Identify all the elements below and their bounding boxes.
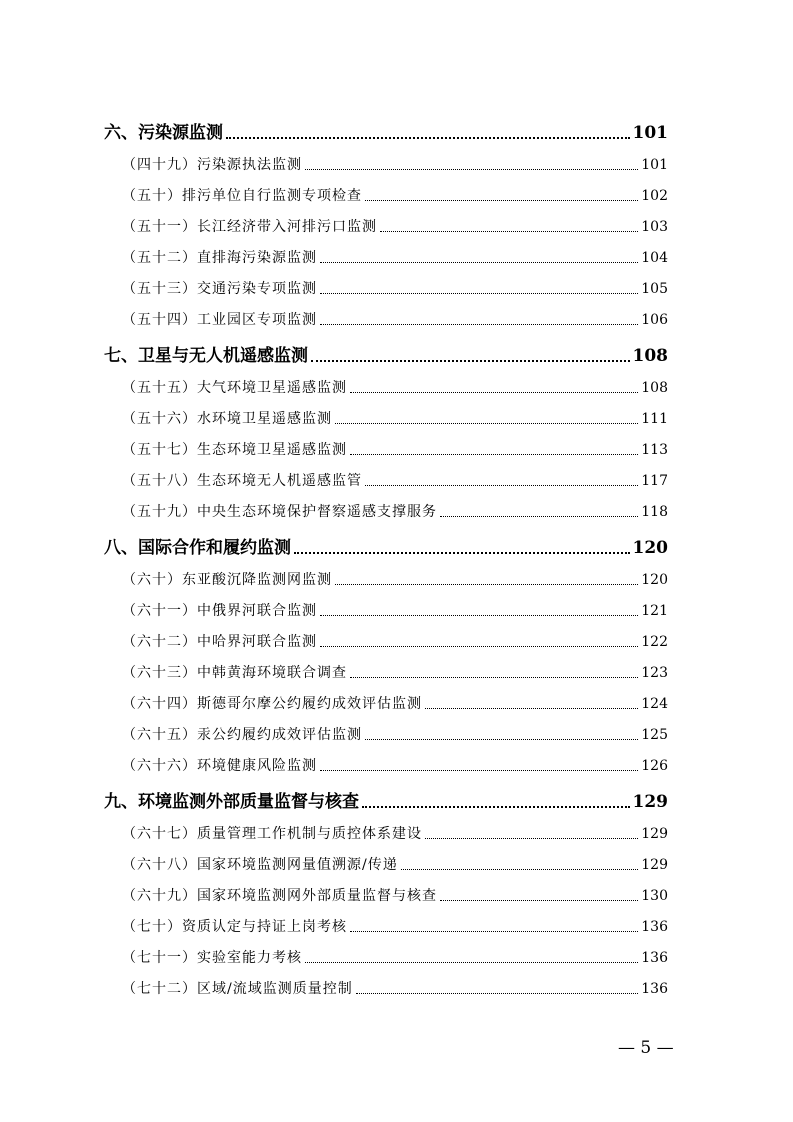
dot-leader [305, 957, 638, 963]
dot-leader [401, 864, 639, 870]
toc-entry-page: 136 [641, 981, 668, 997]
toc-sub-entry[interactable] [104, 268, 668, 299]
toc-entry-page: 108 [641, 380, 668, 396]
toc-entry-page: 108 [632, 346, 668, 366]
toc-sub-entry[interactable] [104, 144, 668, 175]
toc-sub-entry[interactable] [104, 175, 668, 206]
toc-entry-title: 六、污染源监测 [104, 123, 223, 143]
toc-entry-title: 八、国际合作和履约监测 [104, 538, 291, 558]
toc-sub-entry[interactable] [104, 875, 668, 906]
toc-entry-page: 105 [641, 281, 668, 297]
dot-leader [356, 988, 639, 994]
toc-entry-page: 111 [641, 411, 668, 427]
toc-entry-page: 120 [632, 538, 668, 558]
dot-leader [365, 480, 638, 486]
toc-entry-title: （六十七）质量管理工作机制与质控体系建设 [122, 826, 422, 842]
dot-leader [350, 449, 638, 455]
toc-entry-title: （五十一）长江经济带入河排污口监测 [122, 219, 377, 235]
toc-entry-page: 118 [641, 504, 668, 520]
dot-leader [320, 765, 638, 771]
toc-entry-page: 101 [632, 123, 668, 143]
toc-entry-title: （六十八）国家环境监测网量值溯源/传递 [122, 857, 398, 873]
toc-entry-page: 125 [641, 727, 668, 743]
dot-leader [320, 319, 638, 325]
toc-section-entry[interactable] [104, 522, 668, 559]
toc-entry-title: （五十二）直排海污染源监测 [122, 250, 317, 266]
dot-leader [335, 579, 638, 585]
toc-sub-entry[interactable] [104, 714, 668, 745]
toc-entry-title: （七十二）区域/流域监测质量控制 [122, 981, 353, 997]
toc-sub-entry[interactable] [104, 206, 668, 237]
toc-entry-title: （六十）东亚酸沉降监测网监测 [122, 572, 332, 588]
toc-section-entry[interactable] [104, 107, 668, 144]
toc-section-entry[interactable] [104, 776, 668, 813]
toc-sub-entry[interactable] [104, 398, 668, 429]
dot-leader [320, 610, 638, 616]
dot-leader [305, 164, 638, 170]
toc-entry-page: 129 [641, 826, 668, 842]
toc-entry-page: 136 [641, 950, 668, 966]
dot-leader [350, 926, 638, 932]
toc-sub-entry[interactable] [104, 559, 668, 590]
toc-sub-entry[interactable] [104, 906, 668, 937]
dot-leader [350, 387, 638, 393]
toc-entry-page: 126 [641, 758, 668, 774]
dot-leader [365, 195, 638, 201]
toc-entry-page: 113 [641, 442, 668, 458]
toc-section-entry[interactable] [104, 330, 668, 367]
toc-entry-title: （四十九）污染源执法监测 [122, 157, 302, 173]
dot-leader [226, 132, 630, 139]
toc-entry-title: （五十）排污单位自行监测专项检查 [122, 188, 362, 204]
toc-entry-title: （六十六）环境健康风险监测 [122, 758, 317, 774]
toc-entry-title: （六十九）国家环境监测网外部质量监督与核查 [122, 888, 437, 904]
toc-entry-page: 121 [641, 603, 668, 619]
dot-leader [294, 547, 630, 554]
dot-leader [440, 895, 638, 901]
toc-sub-entry[interactable] [104, 299, 668, 330]
toc-sub-entry[interactable] [104, 590, 668, 621]
toc-entry-page: 117 [641, 473, 668, 489]
dot-leader [335, 418, 638, 424]
toc-entry-title: （六十三）中韩黄海环境联合调查 [122, 665, 347, 681]
toc-entry-title: （五十八）生态环境无人机遥感监管 [122, 473, 362, 489]
toc-entry-page: 129 [641, 857, 668, 873]
dot-leader [320, 257, 638, 263]
toc-entry-title: 九、环境监测外部质量监督与核查 [104, 792, 359, 812]
toc-entry-title: （五十七）生态环境卫星遥感监测 [122, 442, 347, 458]
dot-leader [425, 703, 638, 709]
toc-entry-page: 123 [641, 665, 668, 681]
toc-sub-entry[interactable] [104, 237, 668, 268]
toc-entry-title: （六十一）中俄界河联合监测 [122, 603, 317, 619]
dot-leader [425, 833, 638, 839]
toc-entry-page: 104 [641, 250, 668, 266]
toc-entry-page: 130 [641, 888, 668, 904]
page-number: — 5 — [618, 1038, 674, 1058]
toc-sub-entry[interactable] [104, 968, 668, 999]
toc-entry-page: 129 [632, 792, 668, 812]
toc-entry-title: （六十五）汞公约履约成效评估监测 [122, 727, 362, 743]
toc-entry-title: （五十四）工业园区专项监测 [122, 312, 317, 328]
dot-leader [320, 288, 638, 294]
toc-entry-title: （六十二）中哈界河联合监测 [122, 634, 317, 650]
toc-sub-entry[interactable] [104, 367, 668, 398]
toc-entry-title: （七十一）实验室能力考核 [122, 950, 302, 966]
toc-sub-entry[interactable] [104, 460, 668, 491]
toc-sub-entry[interactable] [104, 491, 668, 522]
toc-sub-entry[interactable] [104, 621, 668, 652]
toc-entry-title: （六十四）斯德哥尔摩公约履约成效评估监测 [122, 696, 422, 712]
dot-leader [380, 226, 638, 232]
toc-entry-title: （五十六）水环境卫星遥感监测 [122, 411, 332, 427]
toc-sub-entry[interactable] [104, 683, 668, 714]
dot-leader [320, 641, 638, 647]
toc-entry-title: （七十）资质认定与持证上岗考核 [122, 919, 347, 935]
dot-leader [362, 801, 630, 808]
toc-entry-page: 124 [641, 696, 668, 712]
toc-entry-page: 136 [641, 919, 668, 935]
toc-entry-page: 120 [641, 572, 668, 588]
toc-entry-page: 103 [641, 219, 668, 235]
toc-entry-page: 101 [641, 157, 668, 173]
toc-entry-page: 102 [641, 188, 668, 204]
toc-sub-entry[interactable] [104, 937, 668, 968]
toc-entry-title: （五十五）大气环境卫星遥感监测 [122, 380, 347, 396]
toc-sub-entry[interactable] [104, 429, 668, 460]
dot-leader [350, 672, 638, 678]
dot-leader [365, 734, 638, 740]
toc-sub-entry[interactable] [104, 813, 668, 844]
toc-entry-title: （五十九）中央生态环境保护督察遥感支撑服务 [122, 504, 437, 520]
toc-sub-entry[interactable] [104, 844, 668, 875]
toc-entry-title: （五十三）交通污染专项监测 [122, 281, 317, 297]
dot-leader [440, 511, 638, 517]
toc-entry-page: 106 [641, 312, 668, 328]
toc-entry-page: 122 [641, 634, 668, 650]
toc-sub-entry[interactable] [104, 745, 668, 776]
toc-entry-title: 七、卫星与无人机遥感监测 [104, 346, 308, 366]
toc-sub-entry[interactable] [104, 652, 668, 683]
table-of-contents [104, 107, 668, 999]
dot-leader [311, 355, 630, 362]
